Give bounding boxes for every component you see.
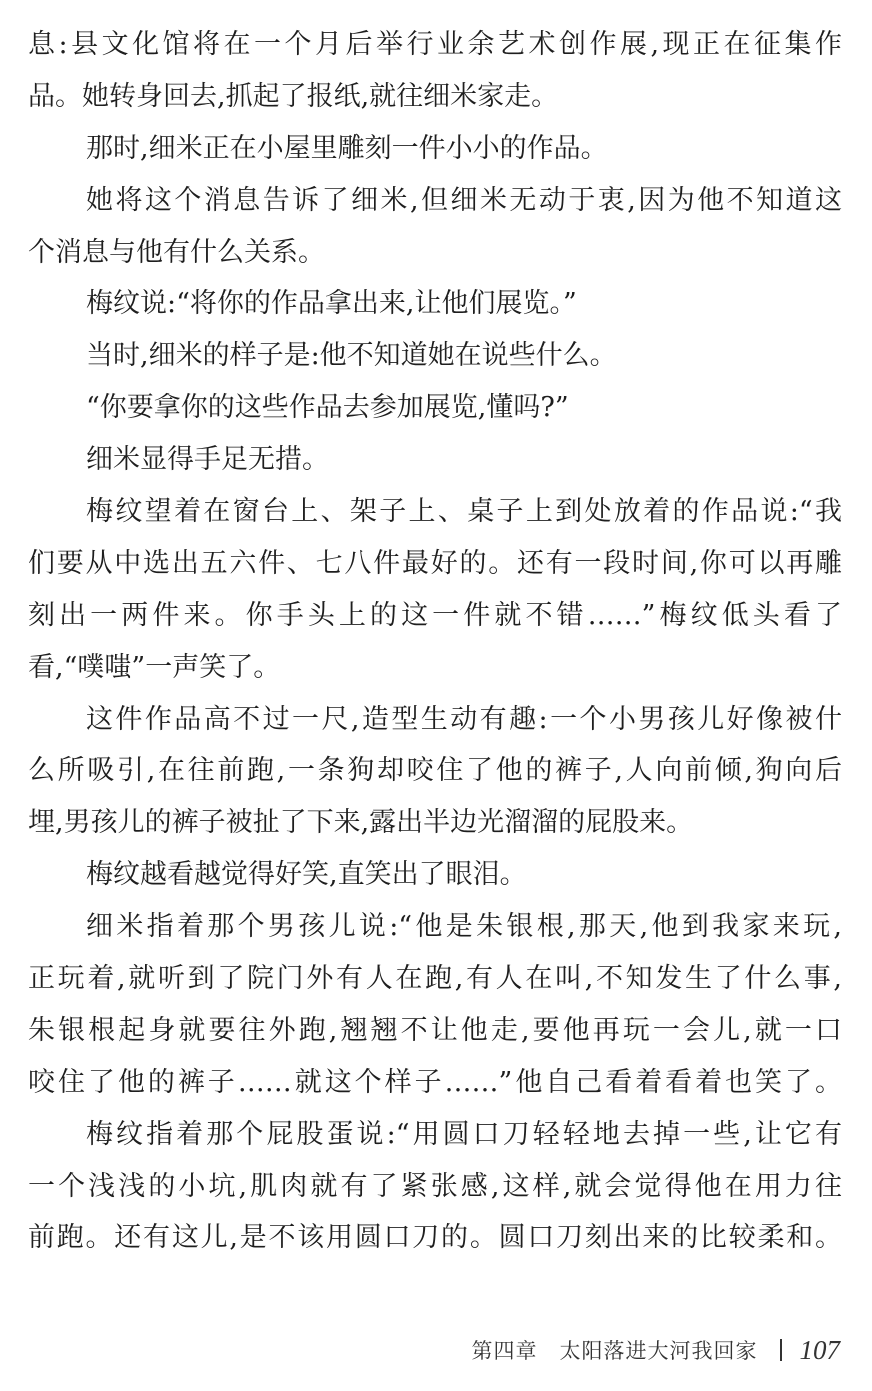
text-line: 咬住了他的裤子……就这个样子……”他自己看着看着也笑了。 (28, 1066, 842, 1098)
text-line: 细米指着那个男孩儿说:“他是朱银根,那天,他到我家来玩, (86, 911, 842, 943)
text-line: 梅纹说:“将你的作品拿出来,让他们展览。” (86, 288, 577, 320)
text-line: 个消息与他有什么关系。 (28, 236, 325, 268)
text-line: 梅纹望着在窗台上、架子上、桌子上到处放着的作品说:“我 (86, 496, 842, 528)
body-text (28, 19, 842, 1264)
text-line: 品。她转身回去,抓起了报纸,就往细米家走。 (28, 80, 559, 112)
text-line: 前跑。还有这儿,是不该用圆口刀的。圆口刀刻出来的比较柔和。 (28, 1222, 842, 1254)
text-line: 看,“噗嗤”一声笑了。 (28, 651, 281, 683)
running-chapter-title: 第四章 太阳落进大河我回家 (471, 1339, 758, 1363)
text-line: 刻出一两件来。你手头上的这一件就不错……”梅纹低头看了 (28, 599, 842, 631)
text-line: 们要从中选出五六件、七八件最好的。还有一段时间,你可以再雕 (28, 547, 842, 579)
text-line: 梅纹指着那个屁股蛋说:“用圆口刀轻轻地去掉一些,让它有 (86, 1118, 842, 1150)
text-line: 这件作品高不过一尺,造型生动有趣:一个小男孩儿好像被什 (86, 703, 842, 735)
text-line: 么所吸引,在往前跑,一条狗却咬住了他的裤子,人向前倾,狗向后 (28, 755, 842, 787)
text-line: 她将这个消息告诉了细米,但细米无动于衷,因为他不知道这 (86, 184, 842, 216)
text-line: 一个浅浅的小坑,肌肉就有了紧张感,这样,就会觉得他在用力往 (28, 1170, 842, 1202)
text-line: 细米显得手足无措。 (86, 444, 329, 476)
text-line: 息:县文化馆将在一个月后举行业余艺术创作展,现正在征集作 (28, 29, 842, 60)
page-number: 107 (799, 1334, 840, 1365)
text-line: 埋,男孩儿的裤子被扯了下来,露出半边光溜溜的屁股来。 (28, 807, 694, 839)
page-footer (472, 1332, 841, 1368)
text-line: 朱银根起身就要往外跑,翘翘不让他走,要他再玩一会儿,就一口 (28, 1014, 842, 1046)
footer-separator (780, 1339, 782, 1361)
text-line: “你要拿你的这些作品去参加展览,懂吗?” (86, 392, 569, 424)
text-line: 那时,细米正在小屋里雕刻一件小小的作品。 (86, 132, 608, 164)
text-line: 正玩着,就听到了院门外有人在跑,有人在叫,不知发生了什么事, (28, 963, 842, 995)
text-line: 梅纹越看越觉得好笑,直笑出了眼泪。 (86, 859, 527, 891)
text-line: 当时,细米的样子是:他不知道她在说些什么。 (86, 340, 617, 372)
